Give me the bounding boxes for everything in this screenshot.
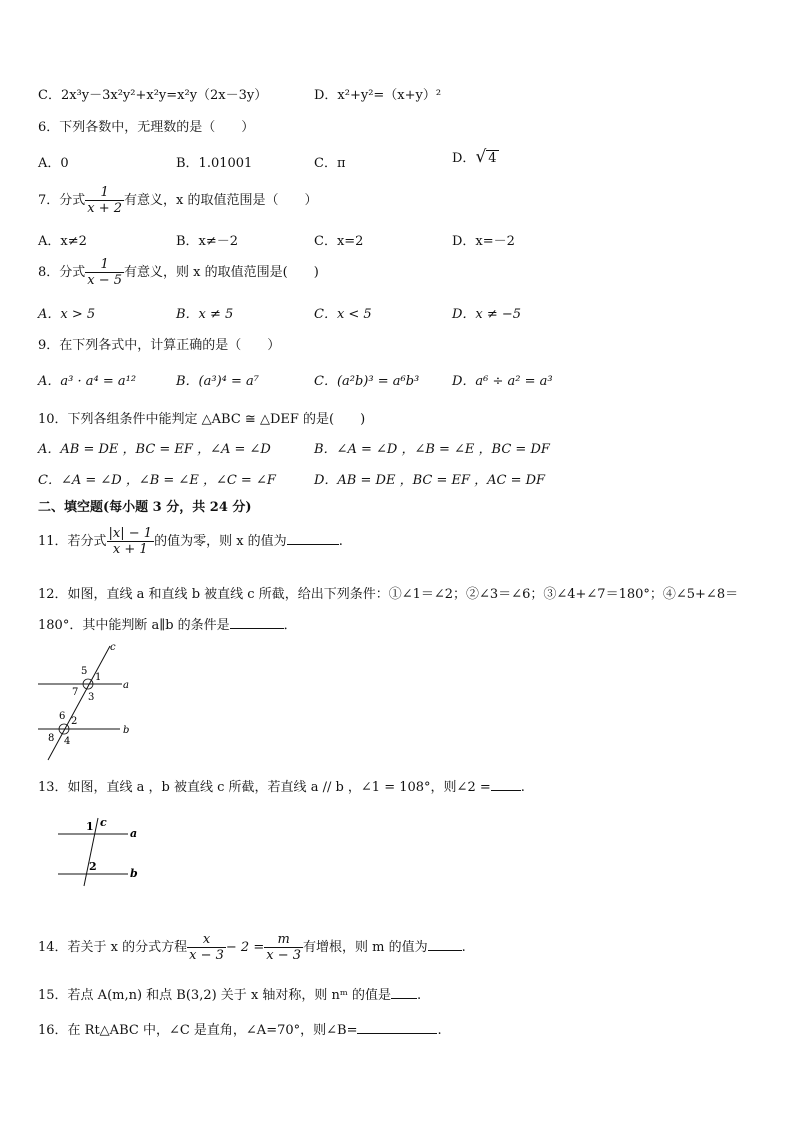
q9-option-c: C．(a²b)³ = a⁶b³ xyxy=(314,374,420,389)
q11-prefix: 11．若分式 xyxy=(38,534,107,549)
q14-numerator-right: m xyxy=(264,932,303,948)
q6-option-d xyxy=(452,147,499,167)
q13-label-c: c xyxy=(100,816,107,829)
q13-label-1: 1 xyxy=(86,820,94,833)
q8-option-a: A．x > 5 xyxy=(38,307,96,322)
q12-line2-prefix: 180°．其中能判断 a∥b 的条件是 xyxy=(38,618,230,633)
q9-option-a: A．a³ · a⁴ = a¹² xyxy=(38,374,137,389)
q14-mid: − 2 = xyxy=(225,940,265,955)
q6-option-c: C．π xyxy=(314,156,346,171)
q14-denominator-left: x − 3 xyxy=(189,948,224,963)
q13-answer-blank[interactable] xyxy=(491,778,521,791)
sqrt-sign: √ xyxy=(475,147,487,167)
q7-fraction xyxy=(85,185,124,216)
q12-answer-blank[interactable] xyxy=(230,616,284,629)
q7-option-b: B．x≠－2 xyxy=(176,234,239,249)
q14-denominator-right: x − 3 xyxy=(266,948,301,963)
q12-line1: 12．如图，直线 a 和直线 b 被直线 c 所截，给出下列条件：①∠1＝∠2；②∠3＝∠6；③∠4+∠7＝180°；④∠5+∠8＝ xyxy=(38,587,739,602)
q8-suffix: 有意义，则 x 的取值范围是( ) xyxy=(124,265,319,280)
q12-label-2: 2 xyxy=(71,716,78,727)
q13-end: . xyxy=(520,780,525,795)
q12-label-b: b xyxy=(123,725,130,736)
q12-label-a: a xyxy=(123,680,129,691)
q15-text: 15．若点 A(m,n) 和点 B(3,2) 关于 x 轴对称，则 nᵐ 的值是 xyxy=(38,988,392,1003)
q7-prefix: 7．分式 xyxy=(38,193,86,208)
q7-suffix: 有意义，x 的取值范围是（ ） xyxy=(124,193,318,208)
q12-line2 xyxy=(38,614,297,633)
q8-denominator: x − 5 xyxy=(87,273,123,288)
q9-option-d: D．a⁶ ÷ a² = a³ xyxy=(452,374,553,389)
q9-stem: 9．在下列各式中，计算正确的是（ ） xyxy=(38,338,281,353)
q12-label-8: 8 xyxy=(48,733,55,744)
q11-end: . xyxy=(338,534,343,549)
q11-suffix: 的值为零，则 x 的值为 xyxy=(154,534,287,549)
q14-fraction-left xyxy=(187,932,226,963)
q14-fraction-right xyxy=(264,932,303,963)
q14-suffix: 有增根，则 m 的值为 xyxy=(303,940,428,955)
q12-label-c: c xyxy=(110,642,116,653)
q11-answer-blank[interactable] xyxy=(287,532,339,545)
q11-fraction xyxy=(107,526,155,557)
q12-label-7: 7 xyxy=(72,687,79,698)
q12-label-4: 4 xyxy=(64,736,71,747)
q15-stem xyxy=(38,984,421,1003)
q14-end: . xyxy=(461,940,466,955)
q8-numerator: 1 xyxy=(85,257,124,273)
q14-stem xyxy=(38,932,466,963)
q12-label-5: 5 xyxy=(81,666,88,677)
q16-end: . xyxy=(437,1023,442,1038)
q8-option-d: D．x ≠ −5 xyxy=(452,307,522,322)
q7-numerator: 1 xyxy=(85,185,124,201)
q10-stem: 10．下列各组条件中能判定 △ABC ≅ △DEF 的是( ) xyxy=(38,412,366,427)
q16-answer-blank[interactable] xyxy=(357,1021,437,1034)
q8-fraction xyxy=(85,257,124,288)
q10-option-d: D．AB = DE ，BC = EF ，AC = DF xyxy=(314,473,546,488)
q8-option-c: C．x < 5 xyxy=(314,307,372,322)
q10-option-c: C．∠A = ∠D ，∠B = ∠E ，∠C = ∠F xyxy=(38,473,276,488)
q16-text: 16．在 Rt△ABC 中，∠C 是直角，∠A=70°，则∠B= xyxy=(38,1023,358,1038)
q13-stem-text: 13．如图，直线 a ，b 被直线 c 所截，若直线 a // b ，∠1 = 108°，则∠2 = xyxy=(38,780,491,795)
q15-end: . xyxy=(417,988,422,1003)
q10-option-b: B．∠A = ∠D ，∠B = ∠E ，BC = DF xyxy=(314,442,550,457)
q14-prefix: 14．若关于 x 的分式方程 xyxy=(38,940,188,955)
q9-option-b: B．(a³)⁴ = a⁷ xyxy=(176,374,259,389)
q8-option-b: B．x ≠ 5 xyxy=(176,307,234,322)
q5-option-d: D．x²+y²=（x+y）² xyxy=(314,88,442,103)
line-c xyxy=(48,646,110,760)
q5-option-c: C．2x³y－3x²y²+x²y=x²y（2x－3y） xyxy=(38,88,268,103)
q7-option-d: D．x=－2 xyxy=(452,234,515,249)
q12-end: ． xyxy=(283,618,297,633)
q14-answer-blank[interactable] xyxy=(428,938,462,951)
q13-label-2: 2 xyxy=(89,860,97,873)
section-heading: 二、填空题(每小题 3 分，共 24 分) xyxy=(38,500,252,515)
q7-stem xyxy=(38,185,318,216)
q13-label-a: a xyxy=(130,827,138,840)
q8-prefix: 8．分式 xyxy=(38,265,86,280)
q13-label-b: b xyxy=(130,867,138,880)
q10-option-a: A．AB = DE ，BC = EF ，∠A = ∠D xyxy=(38,442,271,457)
q12-label-3: 3 xyxy=(88,692,95,703)
q6-option-a: A．0 xyxy=(38,156,69,171)
q12-label-6: 6 xyxy=(59,711,66,722)
q12-label-1: 1 xyxy=(95,672,102,683)
q11-stem xyxy=(38,526,343,557)
q8-stem xyxy=(38,257,319,288)
q11-numerator: |x| − 1 xyxy=(108,526,153,541)
q15-answer-blank[interactable] xyxy=(391,986,417,999)
q7-denominator: x + 2 xyxy=(87,201,123,216)
q6-option-d-radicand: 4 xyxy=(488,151,497,166)
q11-denominator: x + 1 xyxy=(112,542,148,557)
q6-option-d-prefix: D． xyxy=(452,151,476,166)
q16-stem xyxy=(38,1019,442,1038)
q13-figure xyxy=(56,814,148,888)
q6-option-b: B．1.01001 xyxy=(176,156,253,171)
q6-stem: 6．下列各数中，无理数的是（ ） xyxy=(38,120,255,135)
q12-figure xyxy=(36,640,136,764)
q7-option-a: A．x≠2 xyxy=(38,234,87,249)
q13-stem xyxy=(38,776,525,795)
q7-option-c: C．x=2 xyxy=(314,234,364,249)
q14-numerator-left: x xyxy=(187,932,226,948)
